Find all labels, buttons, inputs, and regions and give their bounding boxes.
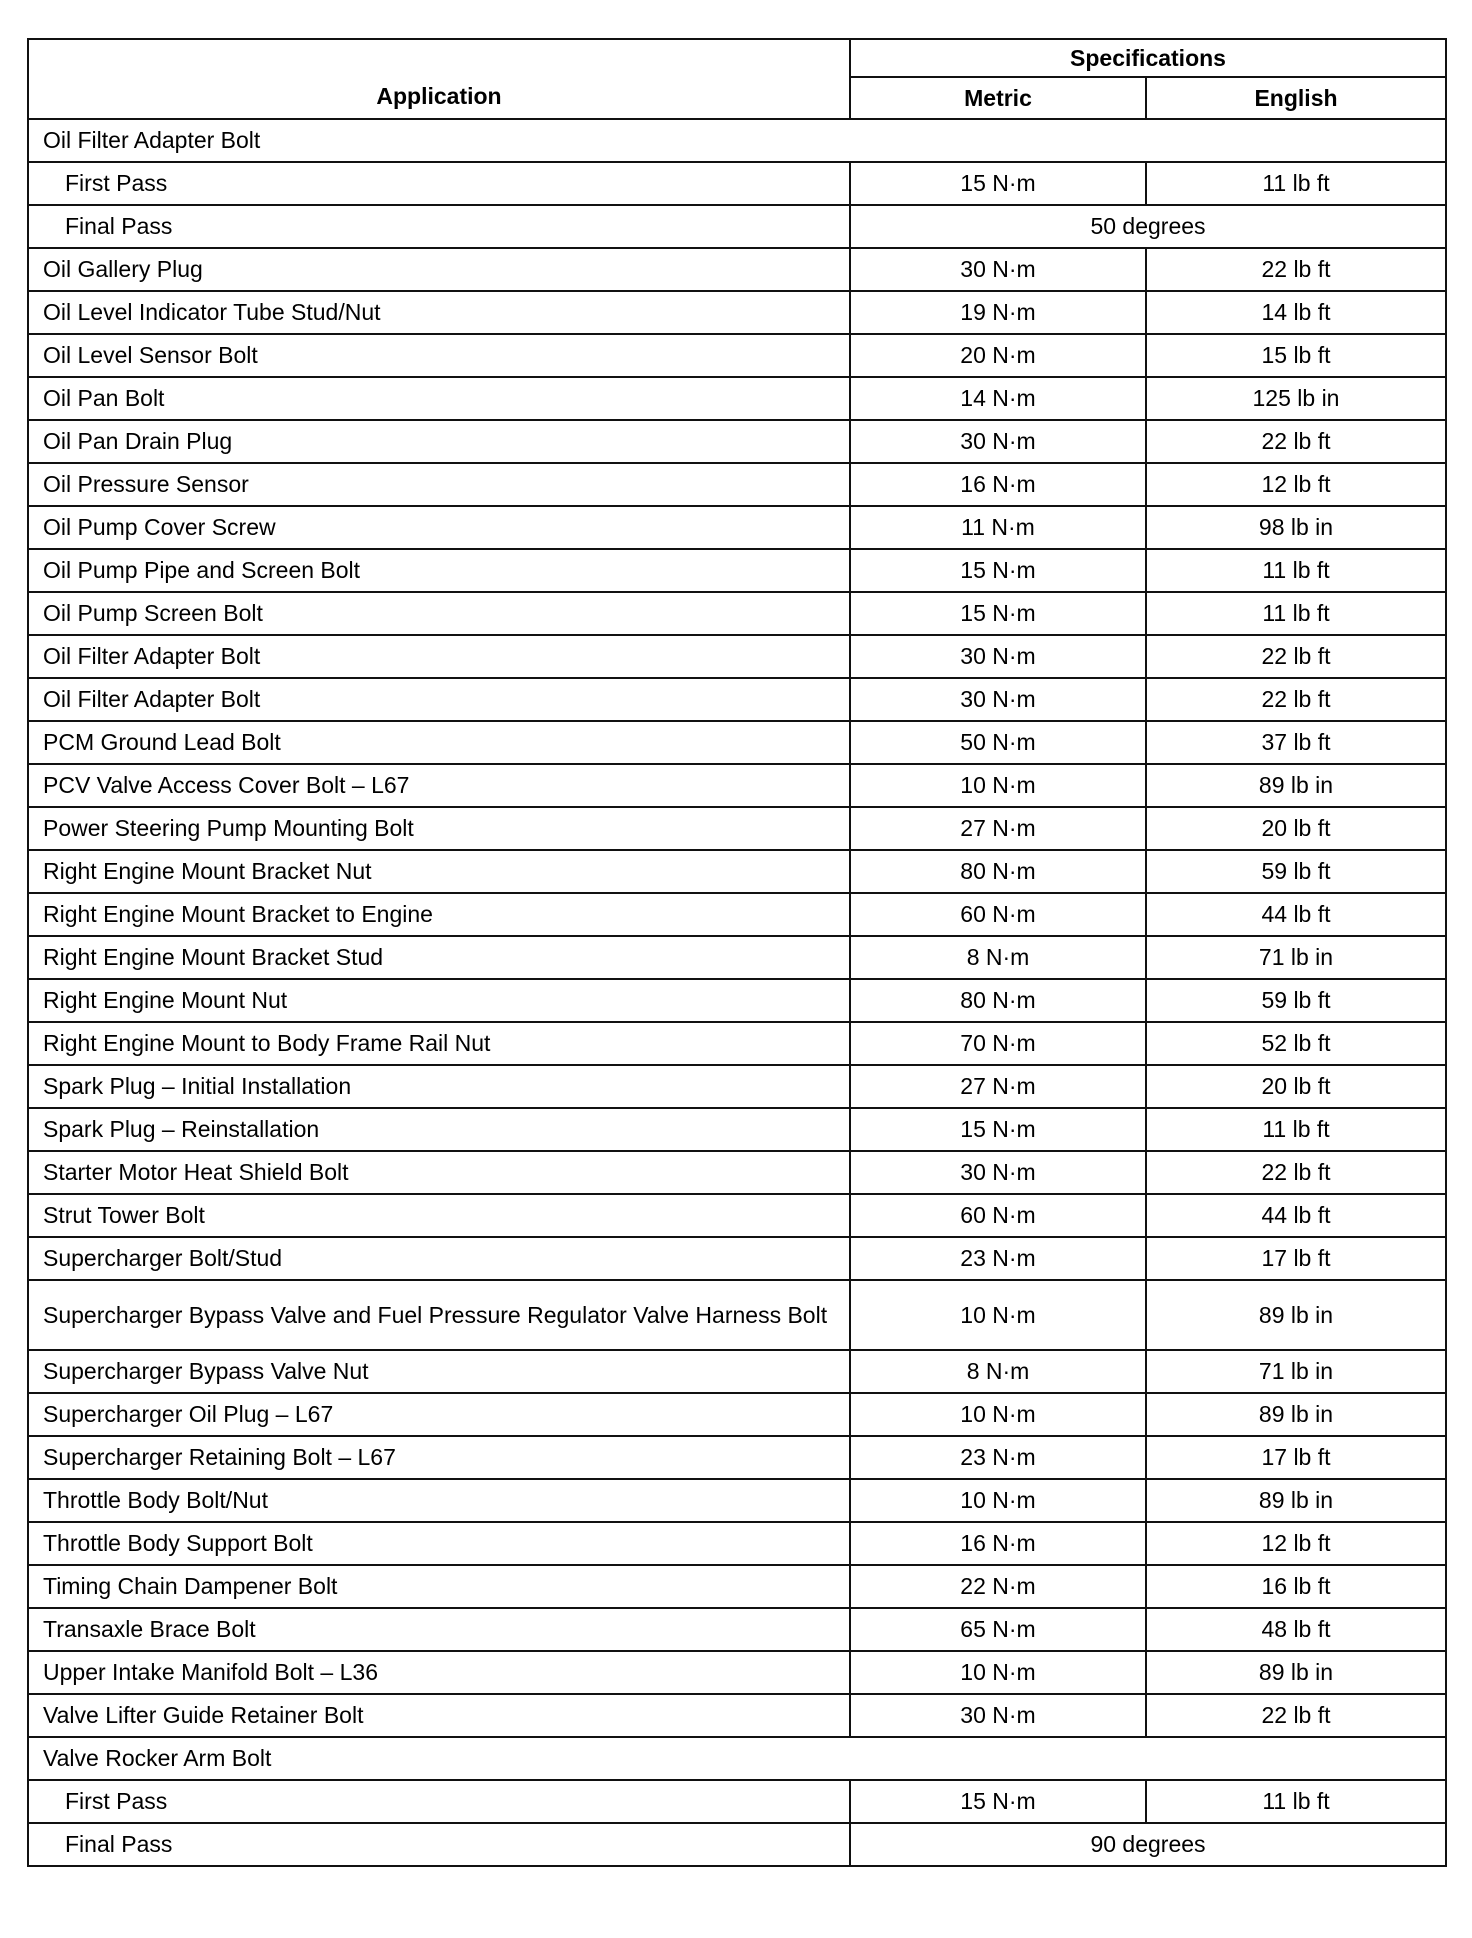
table-row — [28, 549, 1446, 592]
table-row — [28, 377, 1446, 420]
metric-cell: 27 N·m — [850, 1065, 1146, 1108]
application-cell: Throttle Body Bolt/Nut — [28, 1479, 850, 1522]
english-cell: 12 lb ft — [1146, 1522, 1446, 1565]
table-row — [28, 979, 1446, 1022]
metric-cell: 10 N·m — [850, 764, 1146, 807]
english-cell: 11 lb ft — [1146, 592, 1446, 635]
table-row — [28, 506, 1446, 549]
metric-cell: 60 N·m — [850, 1194, 1146, 1237]
metric-cell: 16 N·m — [850, 463, 1146, 506]
english-cell: 59 lb ft — [1146, 850, 1446, 893]
english-cell: 11 lb ft — [1146, 1108, 1446, 1151]
table-row — [28, 1522, 1446, 1565]
table-row — [28, 592, 1446, 635]
english-cell: 98 lb in — [1146, 506, 1446, 549]
metric-cell: 15 N·m — [850, 592, 1146, 635]
english-cell: 22 lb ft — [1146, 1151, 1446, 1194]
application-cell: Valve Lifter Guide Retainer Bolt — [28, 1694, 850, 1737]
application-cell: Oil Level Indicator Tube Stud/Nut — [28, 291, 850, 334]
application-cell: Spark Plug – Reinstallation — [28, 1108, 850, 1151]
table-row — [28, 1823, 1446, 1866]
metric-cell: 23 N·m — [850, 1237, 1146, 1280]
english-cell: 89 lb in — [1146, 1651, 1446, 1694]
english-cell: 52 lb ft — [1146, 1022, 1446, 1065]
table-row — [28, 1065, 1446, 1108]
metric-cell: 30 N·m — [850, 1694, 1146, 1737]
english-cell: 11 lb ft — [1146, 1780, 1446, 1823]
english-cell: 22 lb ft — [1146, 248, 1446, 291]
metric-cell: 10 N·m — [850, 1393, 1146, 1436]
specifications-header: Specifications — [850, 39, 1446, 77]
combined-spec-cell: 90 degrees — [850, 1823, 1446, 1866]
application-cell: Oil Pump Cover Screw — [28, 506, 850, 549]
metric-cell: 14 N·m — [850, 377, 1146, 420]
table-row — [28, 1280, 1446, 1350]
english-cell: 17 lb ft — [1146, 1237, 1446, 1280]
metric-cell: 11 N·m — [850, 506, 1146, 549]
table-row — [28, 1565, 1446, 1608]
english-cell: 71 lb in — [1146, 1350, 1446, 1393]
metric-cell: 80 N·m — [850, 979, 1146, 1022]
english-cell: 20 lb ft — [1146, 807, 1446, 850]
application-cell: Right Engine Mount to Body Frame Rail Nut — [28, 1022, 850, 1065]
table-row — [28, 1022, 1446, 1065]
english-header: English — [1146, 77, 1446, 119]
metric-cell: 80 N·m — [850, 850, 1146, 893]
metric-cell: 19 N·m — [850, 291, 1146, 334]
english-cell: 89 lb in — [1146, 1280, 1446, 1350]
application-cell: Supercharger Bypass Valve and Fuel Pressure Regulator Valve Harness Bolt — [28, 1280, 850, 1350]
application-cell: Upper Intake Manifold Bolt – L36 — [28, 1651, 850, 1694]
metric-cell: 16 N·m — [850, 1522, 1146, 1565]
table-row — [28, 1694, 1446, 1737]
application-cell: Supercharger Bolt/Stud — [28, 1237, 850, 1280]
table-row — [28, 205, 1446, 248]
english-cell: 14 lb ft — [1146, 291, 1446, 334]
application-cell: Final Pass — [28, 205, 850, 248]
table-row — [28, 420, 1446, 463]
english-cell: 59 lb ft — [1146, 979, 1446, 1022]
application-cell: Supercharger Retaining Bolt – L67 — [28, 1436, 850, 1479]
application-cell: Valve Rocker Arm Bolt — [28, 1737, 1446, 1780]
english-cell: 16 lb ft — [1146, 1565, 1446, 1608]
metric-cell: 30 N·m — [850, 1151, 1146, 1194]
application-cell: Oil Filter Adapter Bolt — [28, 119, 1446, 162]
table-row — [28, 721, 1446, 764]
application-cell: First Pass — [28, 162, 850, 205]
metric-cell: 8 N·m — [850, 936, 1146, 979]
english-cell: 44 lb ft — [1146, 893, 1446, 936]
metric-cell: 27 N·m — [850, 807, 1146, 850]
table-row — [28, 1237, 1446, 1280]
metric-cell: 15 N·m — [850, 1108, 1146, 1151]
table-row — [28, 936, 1446, 979]
table-row — [28, 1194, 1446, 1237]
application-cell: Final Pass — [28, 1823, 850, 1866]
english-cell: 48 lb ft — [1146, 1608, 1446, 1651]
application-cell: Oil Gallery Plug — [28, 248, 850, 291]
metric-cell: 10 N·m — [850, 1651, 1146, 1694]
metric-cell: 70 N·m — [850, 1022, 1146, 1065]
table-row — [28, 1608, 1446, 1651]
metric-cell: 30 N·m — [850, 635, 1146, 678]
application-cell: Oil Level Sensor Bolt — [28, 334, 850, 377]
metric-cell: 8 N·m — [850, 1350, 1146, 1393]
application-cell: Right Engine Mount Bracket Nut — [28, 850, 850, 893]
metric-header: Metric — [850, 77, 1146, 119]
metric-cell: 10 N·m — [850, 1479, 1146, 1522]
table-row — [28, 291, 1446, 334]
metric-cell: 22 N·m — [850, 1565, 1146, 1608]
english-cell: 12 lb ft — [1146, 463, 1446, 506]
table-row — [28, 1737, 1446, 1780]
application-cell: Right Engine Mount Nut — [28, 979, 850, 1022]
application-cell: Spark Plug – Initial Installation — [28, 1065, 850, 1108]
table-row — [28, 334, 1446, 377]
table-header — [28, 39, 1446, 119]
metric-cell: 30 N·m — [850, 248, 1146, 291]
application-cell: Supercharger Oil Plug – L67 — [28, 1393, 850, 1436]
table-row — [28, 1151, 1446, 1194]
application-header: Application — [28, 39, 850, 119]
combined-spec-cell: 50 degrees — [850, 205, 1446, 248]
application-cell: Power Steering Pump Mounting Bolt — [28, 807, 850, 850]
metric-cell: 65 N·m — [850, 1608, 1146, 1651]
table-row — [28, 463, 1446, 506]
table-row — [28, 678, 1446, 721]
english-cell: 89 lb in — [1146, 764, 1446, 807]
table-row — [28, 850, 1446, 893]
application-cell: Oil Filter Adapter Bolt — [28, 635, 850, 678]
english-cell: 125 lb in — [1146, 377, 1446, 420]
application-cell: Transaxle Brace Bolt — [28, 1608, 850, 1651]
table-body — [28, 119, 1446, 1866]
application-cell: Oil Pump Pipe and Screen Bolt — [28, 549, 850, 592]
torque-spec-table — [27, 38, 1447, 1867]
metric-cell: 50 N·m — [850, 721, 1146, 764]
application-cell: Oil Pressure Sensor — [28, 463, 850, 506]
application-cell: First Pass — [28, 1780, 850, 1823]
application-cell: Strut Tower Bolt — [28, 1194, 850, 1237]
table-row — [28, 1651, 1446, 1694]
english-cell: 89 lb in — [1146, 1393, 1446, 1436]
table-row — [28, 1350, 1446, 1393]
metric-cell: 15 N·m — [850, 549, 1146, 592]
table-row — [28, 764, 1446, 807]
english-cell: 17 lb ft — [1146, 1436, 1446, 1479]
table-row — [28, 893, 1446, 936]
table-row — [28, 1108, 1446, 1151]
application-cell: Right Engine Mount Bracket to Engine — [28, 893, 850, 936]
metric-cell: 15 N·m — [850, 1780, 1146, 1823]
metric-cell: 60 N·m — [850, 893, 1146, 936]
application-cell: Supercharger Bypass Valve Nut — [28, 1350, 850, 1393]
application-cell: Oil Pan Drain Plug — [28, 420, 850, 463]
application-cell: Oil Pump Screen Bolt — [28, 592, 850, 635]
english-cell: 22 lb ft — [1146, 1694, 1446, 1737]
metric-cell: 15 N·m — [850, 162, 1146, 205]
english-cell: 11 lb ft — [1146, 549, 1446, 592]
english-cell: 22 lb ft — [1146, 635, 1446, 678]
table-row — [28, 1436, 1446, 1479]
english-cell: 22 lb ft — [1146, 420, 1446, 463]
application-cell: PCM Ground Lead Bolt — [28, 721, 850, 764]
english-cell: 20 lb ft — [1146, 1065, 1446, 1108]
metric-cell: 30 N·m — [850, 678, 1146, 721]
application-cell: Throttle Body Support Bolt — [28, 1522, 850, 1565]
metric-cell: 30 N·m — [850, 420, 1146, 463]
table-row — [28, 248, 1446, 291]
metric-cell: 23 N·m — [850, 1436, 1146, 1479]
application-cell: Oil Pan Bolt — [28, 377, 850, 420]
table-row — [28, 1479, 1446, 1522]
english-cell: 22 lb ft — [1146, 678, 1446, 721]
application-cell: Timing Chain Dampener Bolt — [28, 1565, 850, 1608]
english-cell: 37 lb ft — [1146, 721, 1446, 764]
english-cell: 11 lb ft — [1146, 162, 1446, 205]
table-row — [28, 807, 1446, 850]
table-row — [28, 119, 1446, 162]
application-cell: Oil Filter Adapter Bolt — [28, 678, 850, 721]
english-cell: 44 lb ft — [1146, 1194, 1446, 1237]
table-row — [28, 1393, 1446, 1436]
metric-cell: 20 N·m — [850, 334, 1146, 377]
metric-cell: 10 N·m — [850, 1280, 1146, 1350]
application-cell: Starter Motor Heat Shield Bolt — [28, 1151, 850, 1194]
table-row — [28, 162, 1446, 205]
table-row — [28, 1780, 1446, 1823]
english-cell: 71 lb in — [1146, 936, 1446, 979]
application-cell: PCV Valve Access Cover Bolt – L67 — [28, 764, 850, 807]
table-row — [28, 635, 1446, 678]
english-cell: 89 lb in — [1146, 1479, 1446, 1522]
application-cell: Right Engine Mount Bracket Stud — [28, 936, 850, 979]
english-cell: 15 lb ft — [1146, 334, 1446, 377]
